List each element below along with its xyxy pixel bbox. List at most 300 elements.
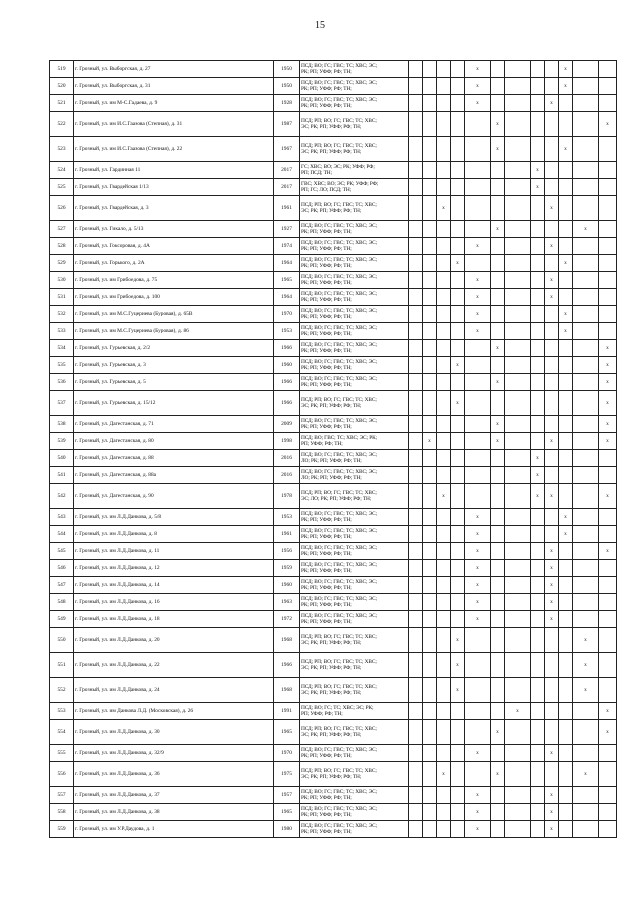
mark-cell	[437, 787, 451, 804]
mark-cell	[545, 416, 559, 433]
services-line: ЛО; РК; РП; УФФ; РФ; ТН;	[301, 475, 362, 481]
mark-cell	[465, 78, 491, 95]
table-row	[50, 526, 617, 543]
mark-cell	[573, 95, 599, 112]
table-row	[50, 306, 617, 323]
address-cell: г. Грозный, ул. им Л.Д.Данкова, д. 12	[74, 560, 274, 577]
services-cell	[300, 787, 409, 804]
mark-cell	[451, 340, 465, 357]
mark-cell	[423, 374, 437, 391]
mark-cell	[423, 653, 437, 678]
x-mark: x	[606, 121, 609, 127]
mark-cell	[451, 543, 465, 560]
mark-cell	[437, 678, 451, 703]
row-number: 528	[50, 238, 74, 255]
row-number: 556	[50, 762, 74, 787]
mark-cell	[531, 526, 545, 543]
row-number: 552	[50, 678, 74, 703]
table-row	[50, 450, 617, 467]
mark-cell	[559, 374, 573, 391]
row-number: 553	[50, 703, 74, 720]
mark-cell	[545, 391, 559, 416]
mark-cell	[409, 289, 423, 306]
services-line: РК; РП; УФФ; РФ; ТН;	[301, 424, 352, 430]
services-line: РК; РП; УФФ; РФ; ТН;	[301, 619, 352, 625]
mark-cell	[451, 179, 465, 196]
x-mark: x	[550, 599, 553, 605]
year-cell: 2016	[274, 450, 300, 467]
mark-cell	[437, 433, 451, 450]
services-cell	[300, 611, 409, 628]
mark-cell	[573, 484, 599, 509]
services-line: ПСД; РП; ВО; ГС; ГВС; ТС; ХВС;	[301, 397, 377, 403]
mark-cell	[531, 611, 545, 628]
mark-cell	[465, 340, 491, 357]
mark-cell	[545, 374, 559, 391]
address-cell: г. Грозный, ул. им Л.Д.Данкова, д. 11	[74, 543, 274, 560]
services-line: ПСД; ВО; ГС; ГВС; ТС; ХВС; ЭС;	[301, 97, 378, 103]
mark-cell	[437, 255, 451, 272]
mark-cell	[531, 374, 545, 391]
services-line: ПСД; РП; ВО; ГС; ГВС; ТС; ХВС;	[301, 490, 377, 496]
address-cell: г. Грозный, ул. им Л.Д.Данкова, д. 18	[74, 611, 274, 628]
mark-cell	[451, 255, 465, 272]
services-cell	[300, 628, 409, 653]
mark-cell	[505, 238, 531, 255]
services-line: ПСД; ВО; ГС; ГВС; ТС; ХВС; ЭС;	[301, 452, 378, 458]
x-mark: x	[442, 771, 445, 777]
x-mark: x	[606, 400, 609, 406]
mark-cell	[545, 577, 559, 594]
row-number: 522	[50, 112, 74, 137]
mark-cell	[545, 628, 559, 653]
services-line: РК; РП; УФФ; РФ; ТН;	[301, 331, 352, 337]
mark-cell	[559, 703, 573, 720]
mark-cell	[465, 762, 491, 787]
mark-cell	[573, 137, 599, 162]
mark-cell	[437, 450, 451, 467]
mark-cell	[573, 162, 599, 179]
x-mark: x	[476, 83, 479, 89]
x-mark: x	[564, 514, 567, 520]
mark-cell	[451, 221, 465, 238]
mark-cell	[599, 196, 617, 221]
services-line: ЭС; РК; РП; УФФ; РФ; ТН;	[301, 732, 362, 738]
x-mark: x	[476, 826, 479, 832]
year-cell: 1987	[274, 112, 300, 137]
mark-cell	[465, 821, 491, 838]
services-line: ЭС; РК; РП; УФФ; РФ; ТН;	[301, 690, 362, 696]
services-line: ЭС; РК; РП; УФФ; РФ; ТН;	[301, 640, 362, 646]
mark-cell	[451, 484, 465, 509]
row-number: 536	[50, 374, 74, 391]
mark-cell	[531, 112, 545, 137]
mark-cell	[491, 416, 505, 433]
services-line: РК; РП; УФФ; РФ; ТН;	[301, 585, 352, 591]
x-mark: x	[476, 66, 479, 72]
mark-cell	[573, 762, 599, 787]
mark-cell	[599, 577, 617, 594]
mark-cell	[505, 196, 531, 221]
row-number: 544	[50, 526, 74, 543]
services-cell	[300, 745, 409, 762]
mark-cell	[423, 289, 437, 306]
mark-cell	[559, 745, 573, 762]
services-line: ЭС; РК; РП; УФФ; РФ; ТН;	[301, 124, 362, 130]
mark-cell	[505, 594, 531, 611]
mark-cell	[491, 272, 505, 289]
services-line: ГС; ХВС; ВО; ЭС; РК; УФФ; РФ;	[301, 164, 375, 170]
mark-cell	[505, 526, 531, 543]
x-mark: x	[476, 750, 479, 756]
mark-cell	[451, 374, 465, 391]
mark-cell	[505, 272, 531, 289]
mark-cell	[491, 391, 505, 416]
mark-cell	[573, 357, 599, 374]
mark-cell	[465, 61, 491, 78]
address-cell: г. Грозный, ул. Гоксоровая, д. 4А	[74, 238, 274, 255]
mark-cell	[505, 509, 531, 526]
mark-cell	[491, 787, 505, 804]
mark-cell	[409, 594, 423, 611]
year-cell: 1928	[274, 95, 300, 112]
mark-cell	[545, 560, 559, 577]
mark-cell	[491, 703, 505, 720]
services-line: ПСД; ВО; ГС; ГВС; ТС; ХВС; ЭС;	[301, 80, 378, 86]
mark-cell	[465, 179, 491, 196]
x-mark: x	[550, 750, 553, 756]
mark-cell	[545, 306, 559, 323]
x-mark: x	[606, 379, 609, 385]
mark-cell	[409, 484, 423, 509]
address-cell: г. Грозный, ул. им Л.Д.Данкова, д. 20	[74, 628, 274, 653]
mark-cell	[573, 467, 599, 484]
mark-cell	[505, 720, 531, 745]
mark-cell	[505, 745, 531, 762]
services-line: РК; РП; УФФ; РФ; ТН;	[301, 753, 352, 759]
mark-cell	[437, 821, 451, 838]
services-cell	[300, 509, 409, 526]
x-mark: x	[496, 729, 499, 735]
mark-cell	[437, 594, 451, 611]
mark-cell	[465, 594, 491, 611]
mark-cell	[599, 61, 617, 78]
mark-cell	[491, 112, 505, 137]
services-cell	[300, 762, 409, 787]
table-row	[50, 543, 617, 560]
mark-cell	[531, 450, 545, 467]
mark-cell	[409, 450, 423, 467]
mark-cell	[599, 374, 617, 391]
mark-cell	[573, 78, 599, 95]
mark-cell	[505, 306, 531, 323]
mark-cell	[409, 162, 423, 179]
mark-cell	[559, 720, 573, 745]
x-mark: x	[584, 662, 587, 668]
x-mark: x	[550, 548, 553, 554]
mark-cell	[491, 628, 505, 653]
mark-cell	[573, 804, 599, 821]
mark-cell	[545, 484, 559, 509]
register-table	[49, 60, 617, 838]
table-row	[50, 703, 617, 720]
services-line: ПСД; ВО; ГС; ТС; ХВС; ЭС; РК;	[301, 705, 374, 711]
row-number: 545	[50, 543, 74, 560]
mark-cell	[491, 484, 505, 509]
table-row	[50, 484, 617, 509]
mark-cell	[465, 611, 491, 628]
mark-cell	[491, 78, 505, 95]
row-number: 547	[50, 577, 74, 594]
services-line: РК; РП; УФФ; РФ; ТН;	[301, 86, 352, 92]
mark-cell	[423, 179, 437, 196]
x-mark: x	[550, 616, 553, 622]
mark-cell	[423, 526, 437, 543]
mark-cell	[437, 340, 451, 357]
table-row	[50, 762, 617, 787]
x-mark: x	[606, 548, 609, 554]
services-line: ПСД; РП; ВО; ГС; ГВС; ТС; ХВС;	[301, 634, 377, 640]
x-mark: x	[550, 582, 553, 588]
mark-cell	[531, 238, 545, 255]
services-cell	[300, 137, 409, 162]
mark-cell	[423, 306, 437, 323]
mark-cell	[465, 289, 491, 306]
services-cell	[300, 526, 409, 543]
table-row	[50, 653, 617, 678]
mark-cell	[505, 416, 531, 433]
mark-cell	[437, 703, 451, 720]
mark-cell	[437, 289, 451, 306]
x-mark: x	[476, 277, 479, 283]
mark-cell	[451, 416, 465, 433]
mark-cell	[409, 762, 423, 787]
mark-cell	[437, 137, 451, 162]
address-cell: г. Грозный, ул. им Грибоедова, д. 100	[74, 289, 274, 306]
mark-cell	[437, 745, 451, 762]
mark-cell	[451, 804, 465, 821]
mark-cell	[531, 162, 545, 179]
mark-cell	[599, 78, 617, 95]
mark-cell	[599, 391, 617, 416]
x-mark: x	[606, 362, 609, 368]
mark-cell	[545, 611, 559, 628]
mark-cell	[437, 95, 451, 112]
mark-cell	[531, 543, 545, 560]
mark-cell	[573, 391, 599, 416]
mark-cell	[573, 61, 599, 78]
year-cell: 1972	[274, 611, 300, 628]
services-line: РК; РП; УФФ; РФ; ТН;	[301, 297, 352, 303]
mark-cell	[409, 703, 423, 720]
mark-cell	[451, 357, 465, 374]
services-cell	[300, 391, 409, 416]
services-cell	[300, 95, 409, 112]
mark-cell	[423, 323, 437, 340]
mark-cell	[559, 61, 573, 78]
mark-cell	[491, 137, 505, 162]
mark-cell	[491, 306, 505, 323]
address-cell: г. Грозный, ул. Выборгская, д. 31	[74, 78, 274, 95]
mark-cell	[559, 416, 573, 433]
mark-cell	[423, 720, 437, 745]
mark-cell	[559, 221, 573, 238]
mark-cell	[573, 272, 599, 289]
address-cell: г. Грозный, ул. им Л.Д.Данкова, д. 32/9	[74, 745, 274, 762]
row-number: 538	[50, 416, 74, 433]
address-cell: г. Грозный, ул. Дагестанская, д. 90	[74, 484, 274, 509]
x-mark: x	[564, 146, 567, 152]
mark-cell	[465, 272, 491, 289]
mark-cell	[573, 821, 599, 838]
mark-cell	[409, 61, 423, 78]
mark-cell	[437, 653, 451, 678]
address-cell: г. Грозный, ул. Дагестанская, д. 88	[74, 450, 274, 467]
services-cell	[300, 340, 409, 357]
year-cell: 2009	[274, 416, 300, 433]
mark-cell	[423, 272, 437, 289]
mark-cell	[545, 357, 559, 374]
mark-cell	[505, 577, 531, 594]
mark-cell	[545, 221, 559, 238]
mark-cell	[599, 323, 617, 340]
year-cell: 1927	[274, 221, 300, 238]
mark-cell	[531, 340, 545, 357]
year-cell: 1967	[274, 137, 300, 162]
table-row	[50, 416, 617, 433]
mark-cell	[409, 416, 423, 433]
mark-cell	[409, 196, 423, 221]
mark-cell	[599, 543, 617, 560]
x-mark: x	[564, 260, 567, 266]
mark-cell	[559, 78, 573, 95]
mark-cell	[491, 374, 505, 391]
x-mark: x	[564, 531, 567, 537]
mark-cell	[409, 653, 423, 678]
mark-cell	[505, 289, 531, 306]
mark-cell	[409, 306, 423, 323]
mark-cell	[559, 323, 573, 340]
mark-cell	[573, 450, 599, 467]
mark-cell	[423, 255, 437, 272]
services-line: ПСД; РП; ВО; ГС; ГВС; ТС; ХВС;	[301, 726, 377, 732]
address-cell: г. Грозный, ул. им У.Р.Даудова, д. 1	[74, 821, 274, 838]
services-line: ЭС; РК; РП; УФФ; РФ; ТН;	[301, 403, 362, 409]
mark-cell	[491, 611, 505, 628]
mark-cell	[599, 611, 617, 628]
mark-cell	[599, 272, 617, 289]
services-line: РК; РП; УФФ; РФ; ТН;	[301, 517, 352, 523]
mark-cell	[545, 196, 559, 221]
mark-cell	[491, 340, 505, 357]
x-mark: x	[536, 167, 539, 173]
x-mark: x	[476, 565, 479, 571]
x-mark: x	[564, 328, 567, 334]
mark-cell	[409, 611, 423, 628]
mark-cell	[559, 484, 573, 509]
mark-cell	[573, 703, 599, 720]
mark-cell	[545, 467, 559, 484]
x-mark: x	[550, 277, 553, 283]
year-cell: 1978	[274, 484, 300, 509]
table-row	[50, 323, 617, 340]
mark-cell	[423, 594, 437, 611]
mark-cell	[437, 416, 451, 433]
services-line: ПСД; ВО; ГС; ГВС; ТС; ХВС; ЭС;	[301, 789, 378, 795]
services-line: ПСД; ВО; ГС; ГВС; ТС; ХВС; ЭС;	[301, 545, 378, 551]
table-row	[50, 787, 617, 804]
mark-cell	[409, 509, 423, 526]
x-mark: x	[496, 226, 499, 232]
mark-cell	[505, 543, 531, 560]
services-line: РК; РП; УФФ; РФ; ТН;	[301, 365, 352, 371]
mark-cell	[599, 703, 617, 720]
mark-cell	[505, 357, 531, 374]
x-mark: x	[476, 311, 479, 317]
services-line: ПСД; РП; ВО; ГС; ГВС; ТС; ХВС;	[301, 202, 377, 208]
mark-cell	[491, 821, 505, 838]
mark-cell	[437, 526, 451, 543]
mark-cell	[559, 821, 573, 838]
mark-cell	[599, 526, 617, 543]
mark-cell	[505, 787, 531, 804]
year-cell: 1957	[274, 787, 300, 804]
mark-cell	[451, 821, 465, 838]
services-line: ПСД; ВО; ГС; ГВС; ТС; ХВС; ЭС;	[301, 579, 378, 585]
services-line: ПСД; ВО; ГС; ГВС; ТС; ХВС; ЭС;	[301, 376, 378, 382]
mark-cell	[423, 391, 437, 416]
x-mark: x	[476, 809, 479, 815]
mark-cell	[531, 78, 545, 95]
table-row	[50, 137, 617, 162]
services-line: РП; ПСД; ТН;	[301, 170, 332, 176]
mark-cell	[491, 95, 505, 112]
mark-cell	[451, 306, 465, 323]
table-row	[50, 221, 617, 238]
address-cell: г. Грозный, ул. им Л.Д.Данкова, д. 16	[74, 594, 274, 611]
mark-cell	[423, 762, 437, 787]
mark-cell	[451, 745, 465, 762]
address-cell: г. Грозный, ул. им И.С.Гаазова (Степная), д. 22	[74, 137, 274, 162]
address-cell: г. Грозный, ул. Гвардейская, д. 3	[74, 196, 274, 221]
mark-cell	[545, 653, 559, 678]
mark-cell	[465, 509, 491, 526]
mark-cell	[573, 416, 599, 433]
row-number: 520	[50, 78, 74, 95]
address-cell: г. Грозный, ул. Гардинная 11	[74, 162, 274, 179]
services-cell	[300, 272, 409, 289]
mark-cell	[491, 526, 505, 543]
row-number: 530	[50, 272, 74, 289]
services-line: ПСД; ВО; ГС; ГВС; ТС; ХВС; ЭС;	[301, 63, 378, 69]
mark-cell	[491, 162, 505, 179]
mark-cell	[423, 560, 437, 577]
services-line: РК; РП; УФФ; РФ; ТН;	[301, 829, 352, 835]
address-cell: г. Грозный, ул. им М.С.Гуцериева (Буровая), д. 86	[74, 323, 274, 340]
mark-cell	[599, 560, 617, 577]
x-mark: x	[564, 83, 567, 89]
x-mark: x	[550, 294, 553, 300]
table-row	[50, 678, 617, 703]
services-line: ЭС; РК; РП; УФФ; РФ; ТН;	[301, 665, 362, 671]
mark-cell	[531, 484, 545, 509]
mark-cell	[409, 821, 423, 838]
mark-cell	[437, 628, 451, 653]
mark-cell	[465, 196, 491, 221]
mark-cell	[545, 162, 559, 179]
row-number: 527	[50, 221, 74, 238]
mark-cell	[505, 433, 531, 450]
